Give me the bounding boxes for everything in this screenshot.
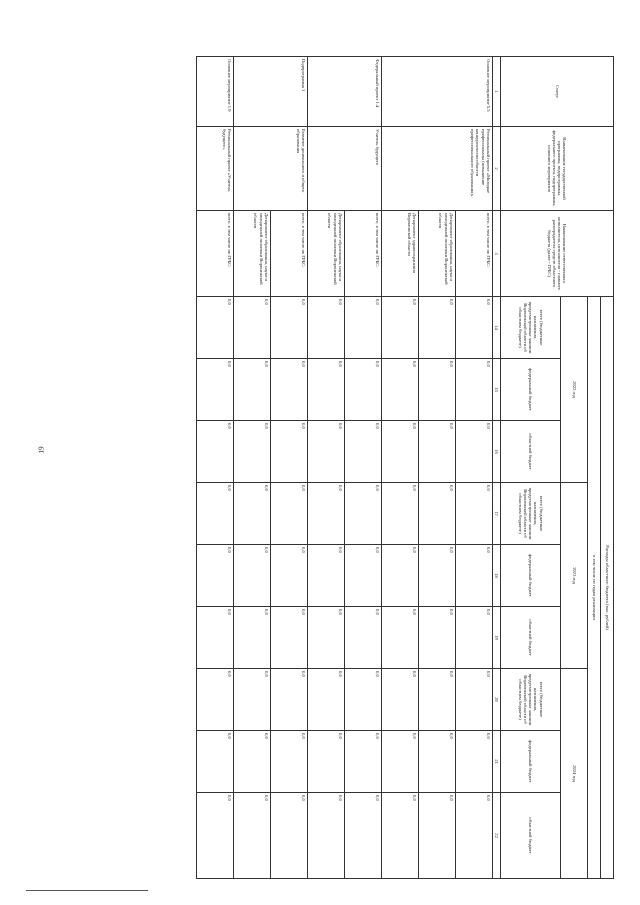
column-number: 17 (492, 483, 500, 545)
value-cell: 0,0 (344, 669, 381, 731)
row-responsible: всего, в том числе по ГРБС: (270, 211, 307, 297)
row-responsible: Департамент образования, науки и молодежной политики Воронежской области (418, 211, 455, 297)
subheader-regional-2: областной бюджет (501, 793, 561, 879)
value-cell: 0,0 (233, 793, 270, 879)
row-responsible: Департамент образования, науки и молодежной политики Воронежской области (307, 211, 344, 297)
table-row (455, 57, 492, 879)
column-number: 22 (492, 793, 500, 879)
value-cell: 0,0 (233, 669, 270, 731)
value-cell: 0,0 (418, 359, 455, 421)
header-year-2023: 2023 год (561, 483, 588, 669)
subheader-regional-0: областной бюджет (501, 421, 561, 483)
value-cell: 0,0 (418, 669, 455, 731)
value-cell: 0,0 (307, 669, 344, 731)
value-cell: 0,0 (196, 669, 233, 731)
row-responsible: всего, в том числе по ГРБС: (344, 211, 381, 297)
value-cell: 0,0 (418, 545, 455, 607)
value-cell: 0,0 (381, 731, 418, 793)
page-number: 19 (37, 446, 46, 454)
column-number: 19 (492, 607, 500, 669)
header-by-years: в том числе по годам реализации (588, 297, 601, 879)
row-responsible: Департамент здравоохранения Воронежской области (381, 211, 418, 297)
table-row (344, 57, 381, 879)
value-cell: 0,0 (418, 297, 455, 359)
subheader-federal-2: федеральный бюджет (501, 731, 561, 793)
value-cell: 0,0 (344, 793, 381, 879)
subheader-total-2: всего (бюджетные назначения, предусмотренные законом Воронежской области об областном бюджете) (501, 669, 561, 731)
value-cell: 0,0 (233, 545, 270, 607)
value-cell: 0,0 (270, 483, 307, 545)
value-cell: 0,0 (233, 607, 270, 669)
value-cell: 0,0 (233, 359, 270, 421)
value-cell: 0,0 (196, 731, 233, 793)
value-cell: 0,0 (196, 483, 233, 545)
header-name: Наименование государственной программы, подпрограммы, федерального проекта, подпрограммы, основного мероприятия (501, 127, 614, 211)
value-cell: 0,0 (455, 483, 492, 545)
value-cell: 0,0 (381, 359, 418, 421)
value-cell: 0,0 (381, 669, 418, 731)
value-cell: 0,0 (270, 669, 307, 731)
value-cell: 0,0 (307, 607, 344, 669)
value-cell: 0,0 (307, 731, 344, 793)
row-name: Учитель будущего (307, 127, 381, 211)
value-cell: 0,0 (233, 483, 270, 545)
value-cell: 0,0 (270, 793, 307, 879)
column-number: 18 (492, 545, 500, 607)
value-cell: 0,0 (307, 545, 344, 607)
value-cell: 0,0 (270, 731, 307, 793)
value-cell: 0,0 (307, 483, 344, 545)
row-responsible: всего, в том числе по ГРБС: (196, 211, 233, 297)
column-number: 15 (492, 359, 500, 421)
value-cell: 0,0 (307, 421, 344, 483)
value-cell: 0,0 (344, 545, 381, 607)
value-cell: 0,0 (270, 545, 307, 607)
footer-rule (26, 890, 148, 891)
value-cell: 0,0 (418, 421, 455, 483)
value-cell: 0,0 (455, 669, 492, 731)
value-cell: 0,0 (381, 483, 418, 545)
row-responsible: всего, в том числе по ГРБС: (455, 211, 492, 297)
column-number: 2 (492, 127, 500, 211)
table-row (196, 57, 233, 879)
row-name: Региональный проект «Учитель будущего» (196, 127, 233, 211)
row-status: Основное мероприятие 5.5 (381, 57, 492, 127)
value-cell: 0,0 (418, 607, 455, 669)
value-cell: 0,0 (307, 793, 344, 879)
row-status: Федеральный проект 1.4 (307, 57, 381, 127)
value-cell: 0,0 (196, 421, 233, 483)
row-responsible: Департамент образования, науки и молодежной политики Воронежской области (233, 211, 270, 297)
value-cell: 0,0 (344, 607, 381, 669)
subheader-total-1: всего (бюджетные назначения, предусмотренные законом Воронежской области об областном бюджете) (501, 483, 561, 545)
value-cell: 0,0 (344, 359, 381, 421)
value-cell: 0,0 (455, 731, 492, 793)
header-year-2022: 2022 год (561, 297, 588, 483)
column-number: 14 (492, 297, 500, 359)
value-cell: 0,0 (270, 421, 307, 483)
value-cell: 0,0 (233, 731, 270, 793)
value-cell: 0,0 (344, 483, 381, 545)
value-cell: 0,0 (344, 731, 381, 793)
value-cell: 0,0 (381, 607, 418, 669)
subheader-federal-1: федеральный бюджет (501, 545, 561, 607)
value-cell: 0,0 (418, 793, 455, 879)
column-number: 16 (492, 421, 500, 483)
value-cell: 0,0 (455, 793, 492, 879)
table-row (270, 57, 307, 879)
value-cell: 0,0 (455, 421, 492, 483)
column-number: 3 (492, 211, 500, 297)
value-cell: 0,0 (381, 793, 418, 879)
value-cell: 0,0 (233, 297, 270, 359)
header-status: Статус (501, 57, 614, 127)
value-cell: 0,0 (455, 607, 492, 669)
value-cell: 0,0 (381, 421, 418, 483)
header-expenses: Расходы областного бюджета (тыс. рублей) (601, 297, 614, 879)
value-cell: 0,0 (233, 421, 270, 483)
value-cell: 0,0 (455, 545, 492, 607)
rotated-page-content (208, 56, 614, 878)
subheader-federal-0: федеральный бюджет (501, 359, 561, 421)
value-cell: 0,0 (344, 297, 381, 359)
column-number: 21 (492, 731, 500, 793)
value-cell: 0,0 (307, 359, 344, 421)
value-cell: 0,0 (196, 607, 233, 669)
value-cell: 0,0 (455, 297, 492, 359)
value-cell: 0,0 (455, 359, 492, 421)
value-cell: 0,0 (381, 297, 418, 359)
value-cell: 0,0 (270, 607, 307, 669)
value-cell: 0,0 (381, 545, 418, 607)
value-cell: 0,0 (196, 359, 233, 421)
column-number: 1 (492, 57, 500, 127)
row-status: Подпрограмма 1 (233, 57, 307, 127)
subheader-total-0: всего (бюджетные назначения, предусмотренные законом Воронежской области об областном бюджете) (501, 297, 561, 359)
row-status: Основное мероприятие 1.9 (196, 57, 233, 127)
value-cell: 0,0 (418, 731, 455, 793)
header-year-2024: 2024 год (561, 669, 588, 879)
value-cell: 0,0 (307, 297, 344, 359)
value-cell: 0,0 (270, 359, 307, 421)
row-name: Развитие дошкольного и общего образования (233, 127, 307, 211)
subheader-regional-1: областной бюджет (501, 607, 561, 669)
value-cell: 0,0 (196, 793, 233, 879)
value-cell: 0,0 (196, 297, 233, 359)
value-cell: 0,0 (196, 545, 233, 607)
row-name: Региональный проект «Молодые профессионалы (повышение конкурентоспособности профессионального образования)» (381, 127, 492, 211)
value-cell: 0,0 (344, 421, 381, 483)
header-responsible: Наименование ответственного исполнителя, исполнителя - главного распорядителя средств областного бюджета (далее - ГРБС) (501, 211, 614, 297)
budget-table (196, 56, 614, 879)
value-cell: 0,0 (418, 483, 455, 545)
column-number: 20 (492, 669, 500, 731)
value-cell: 0,0 (270, 297, 307, 359)
